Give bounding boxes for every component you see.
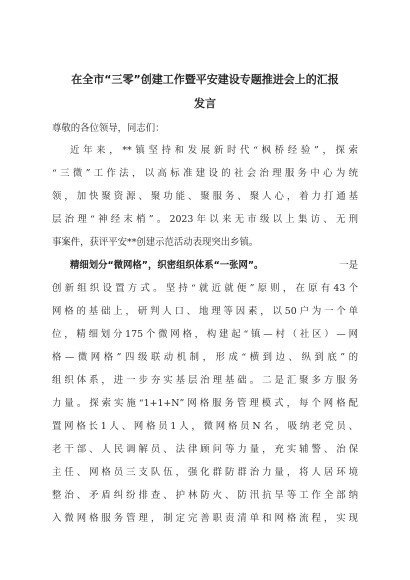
para1-line: 近年来，**镇坚持和发展新时代“枫桥经验”，探索: [70, 145, 358, 156]
para2-line: 置网格长1人、网格员1人，微网格员N名，吸纳老党员、: [52, 421, 358, 432]
para2-line: 力量。探索实施“1+1+N”网格服务管理模式，每个网格配: [52, 398, 358, 409]
para2-line: 网格的基础上，研判人口、地理等因素，以50户为一个单: [52, 306, 358, 317]
para2-line: 位，精细划分175个微网格，构建起“镇—村（社区）—网: [52, 329, 358, 340]
para1-line: 层治理“神经末梢”。2023年以来无市级以上集访、无刑: [52, 214, 358, 225]
para1-line: 领，加快聚资源、聚功能、聚服务、聚人心，着力打通基: [52, 191, 358, 202]
para2-line: 老干部、人民调解员、法律顾问等力量，充实辅警、治保: [52, 444, 358, 455]
para1-line: “三微”工作法，以高标准建设的社会治理服务中心为统: [52, 168, 358, 179]
para2-line: 格—微网格”四级联动机制，形成“横到边、纵到底”的: [52, 352, 358, 363]
para1-line: 事案件，获评平安**创建示范活动表现突出乡镇。: [52, 237, 259, 248]
section-heading: 精细划分“微网格”，织密组织体系“一张网”。: [70, 260, 264, 271]
document-title-line-1: 在全市“三零”创建工作暨平安建设专题推进会上的汇报: [71, 73, 339, 86]
para2-line: 整治、矛盾纠纷排查、护林防火、防汛抗旱等工作全部纳: [52, 490, 358, 501]
para2-heading-row: [70, 260, 358, 272]
salutation: 尊敬的各位领导，同志们：: [52, 123, 165, 134]
para2-heading-tail: 一是: [339, 260, 358, 271]
para2-line: 组织体系，进一步夯实基层治理基础。二是汇聚多方服务: [52, 375, 358, 386]
para2-line: 创新组织设置方式。坚持“就近就便”原则，在原有43个: [52, 283, 358, 294]
para2-line: 主任、网格员三支队伍，强化群防群治力量，将人居环境: [52, 467, 358, 478]
document-title-line-2: 发言: [194, 97, 216, 110]
para2-line: 入微网格服务管理，制定完善职责清单和网格流程，实现: [52, 513, 358, 524]
